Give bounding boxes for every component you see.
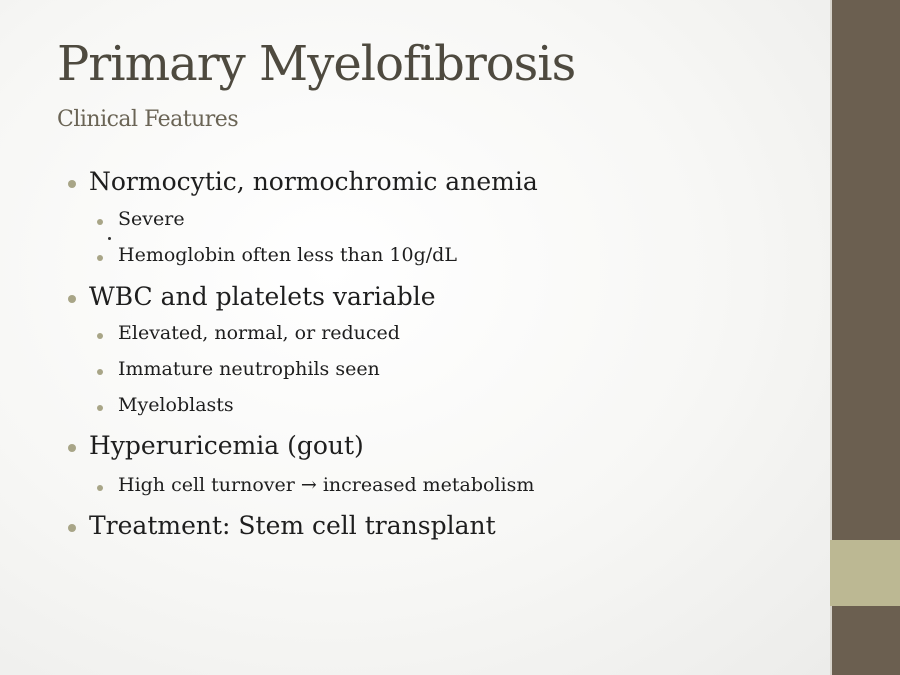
sidebar-accent-block [830,540,900,606]
sub-bullet-item [97,358,380,380]
sub-bullet-text: Myeloblasts [118,394,234,416]
sidebar-decoration [830,0,900,675]
sub-bullet-dot-icon [97,405,103,411]
sub-bullet-dot-icon [97,255,103,261]
sub-bullet-dot-icon [97,219,103,225]
bullet-item [68,511,496,540]
bullet-item [68,282,436,311]
bullet-dot-icon [68,180,76,188]
bullet-dot-icon [68,295,76,303]
sub-bullet-item [97,322,400,344]
slide-title: Primary Myelofibrosis [57,36,576,92]
sub-bullet-item [97,208,185,230]
stray-mark [108,237,111,240]
sub-bullet-text: High cell turnover → increased metabolism [118,474,535,496]
sub-bullet-text: Severe [118,208,185,230]
bullet-item [68,167,538,196]
bullet-text: Hyperuricemia (gout) [89,431,364,460]
sub-bullet-item [97,474,535,496]
bullet-text: Normocytic, normochromic anemia [89,167,538,196]
bullet-item [68,431,364,460]
sub-bullet-dot-icon [97,485,103,491]
sub-bullet-item [97,244,457,266]
sub-bullet-text: Elevated, normal, or reduced [118,322,400,344]
sub-bullet-dot-icon [97,369,103,375]
sub-bullet-text: Hemoglobin often less than 10g/dL [118,244,457,266]
sub-bullet-item [97,394,234,416]
bullet-text: WBC and platelets variable [89,282,436,311]
bullet-text: Treatment: Stem cell transplant [89,511,496,540]
bullet-dot-icon [68,444,76,452]
slide-subtitle: Clinical Features [57,107,239,132]
bullet-dot-icon [68,524,76,532]
sub-bullet-dot-icon [97,333,103,339]
sub-bullet-text: Immature neutrophils seen [118,358,380,380]
